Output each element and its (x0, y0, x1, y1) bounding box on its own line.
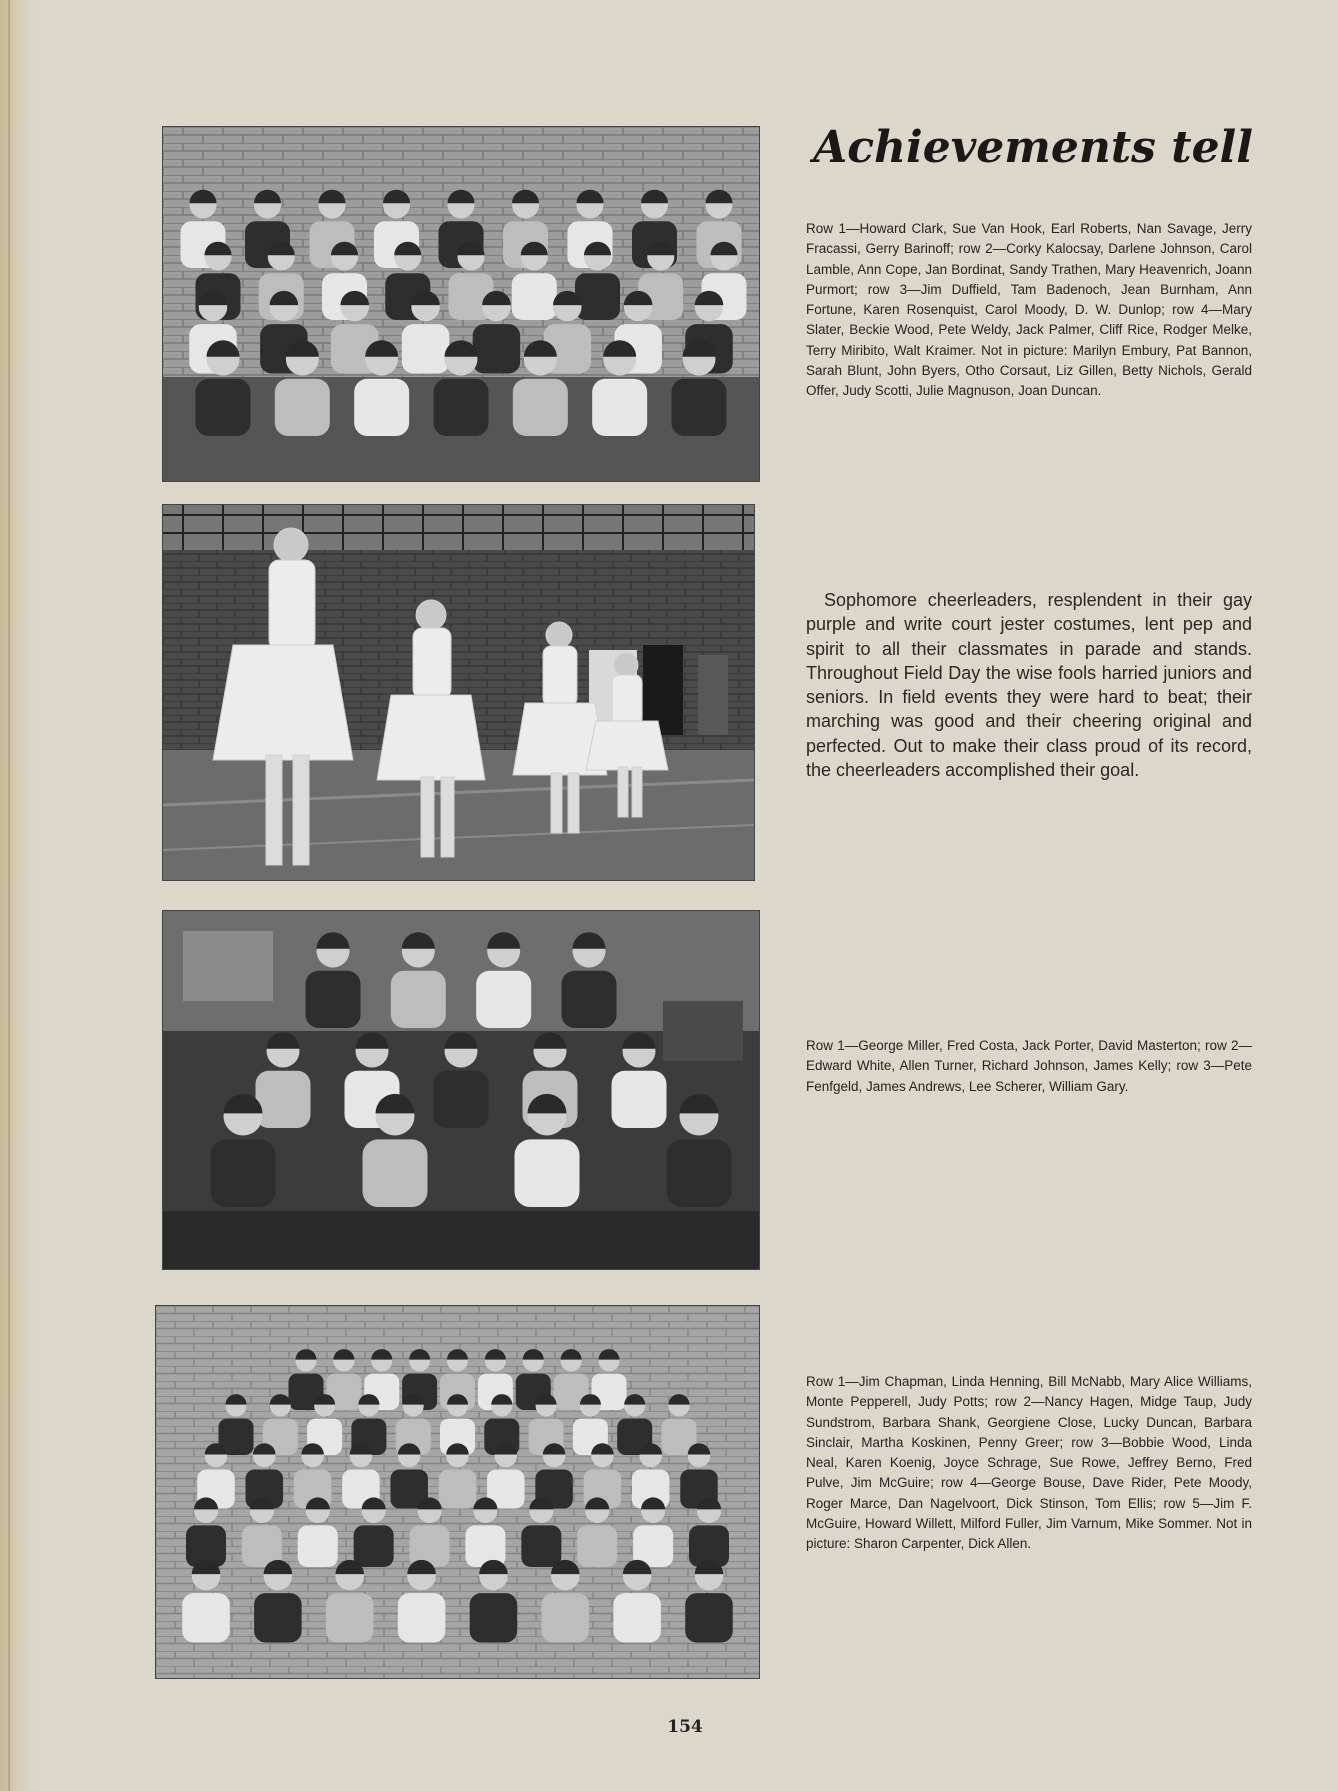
group-photo-3 (155, 1305, 760, 1679)
photo-2-caption: Row 1—George Miller, Fred Costa, Jack Porter, David Masterton; row 2—Edward White, Allen Turner, Richard Johnson, James Kelly; row 3—Pete Fenfgeld, James Andrews, Lee Scherer, William Gary. (806, 1038, 1252, 1094)
cheerleaders-photo (162, 504, 755, 881)
photo-3-caption: Row 1—Jim Chapman, Linda Henning, Bill McNabb, Mary Alice Williams, Monte Pepperell, Judy Potts; row 2—Nancy Hagen, Midge Taup, Judy Sundstrom, Barbara Shank, Georgiene Close, Lucky Duncan, Barbara Sinclair, Martha Koskinen, Penny Greer; row 3—Bobbie Wood, Linda Neal, Karen Koenig, Joyce Schrage, Sue Rowe, Jeffrey Berno, Fred Pulve, Jim McGuire; row 4—George Bouse, Dave Rider, Pete Moody, Roger Marce, Dan Nagelvoort, Dick Stinson, Tom Ellis; row 5—Jim F. McGuire, Howard Willett, Milford Fuller, Jim Varnum, Mike Sommer. Not in picture: Sharon Carpenter, Dick Allen. (806, 1374, 1252, 1552)
spine-crease (8, 0, 10, 1791)
photo-1-caption: Row 1—Howard Clark, Sue Van Hook, Earl Roberts, Nan Savage, Jerry Fracassi, Gerry Barinoff; row 2—Corky Kalocsay, Darlene Johnson, Carol Lamble, Ann Cope, Jan Bordinat, Sandy Trathen, Mary Heavenrich, Joann Purmort; row 3—Jim Duffield, Tam Badenoch, Jean Burnham, Ann Fortune, Karen Rosenquist, Carol Moody, D. W. Dunlop; row 4—Mary Slater, Beckie Wood, Pete Weldy, Jack Palmer, Cliff Rice, Rodger Melke, Terry Miribito, Walt Kraimer. Not in picture: Marilyn Embury, Pat Bannon, Sarah Blunt, John Byers, Otho Corsaut, Liz Gillen, Betty Nichols, Gerald Offer, Judy Scotti, Julie Magnuson, Joan Duncan. (806, 221, 1252, 399)
page-title: Achievements tell (813, 122, 1253, 173)
group-photo-2 (162, 910, 760, 1270)
book-spine-edge (0, 0, 34, 1791)
group-photo-1 (162, 126, 760, 482)
page-number: 154 (667, 1717, 703, 1737)
cheerleaders-paragraph: Sophomore cheerleaders, resplendent in their gay purple and write court jester costumes, lent pep and spirit to all their classmates in parade and stands. Throughout Field Day the wise fools harried juniors and seniors. In field events they were hard to beat; their marching was good and their cheering original and perfected. Out to make their class proud of its record, the cheerleaders accomplished their goal. (806, 590, 1252, 781)
